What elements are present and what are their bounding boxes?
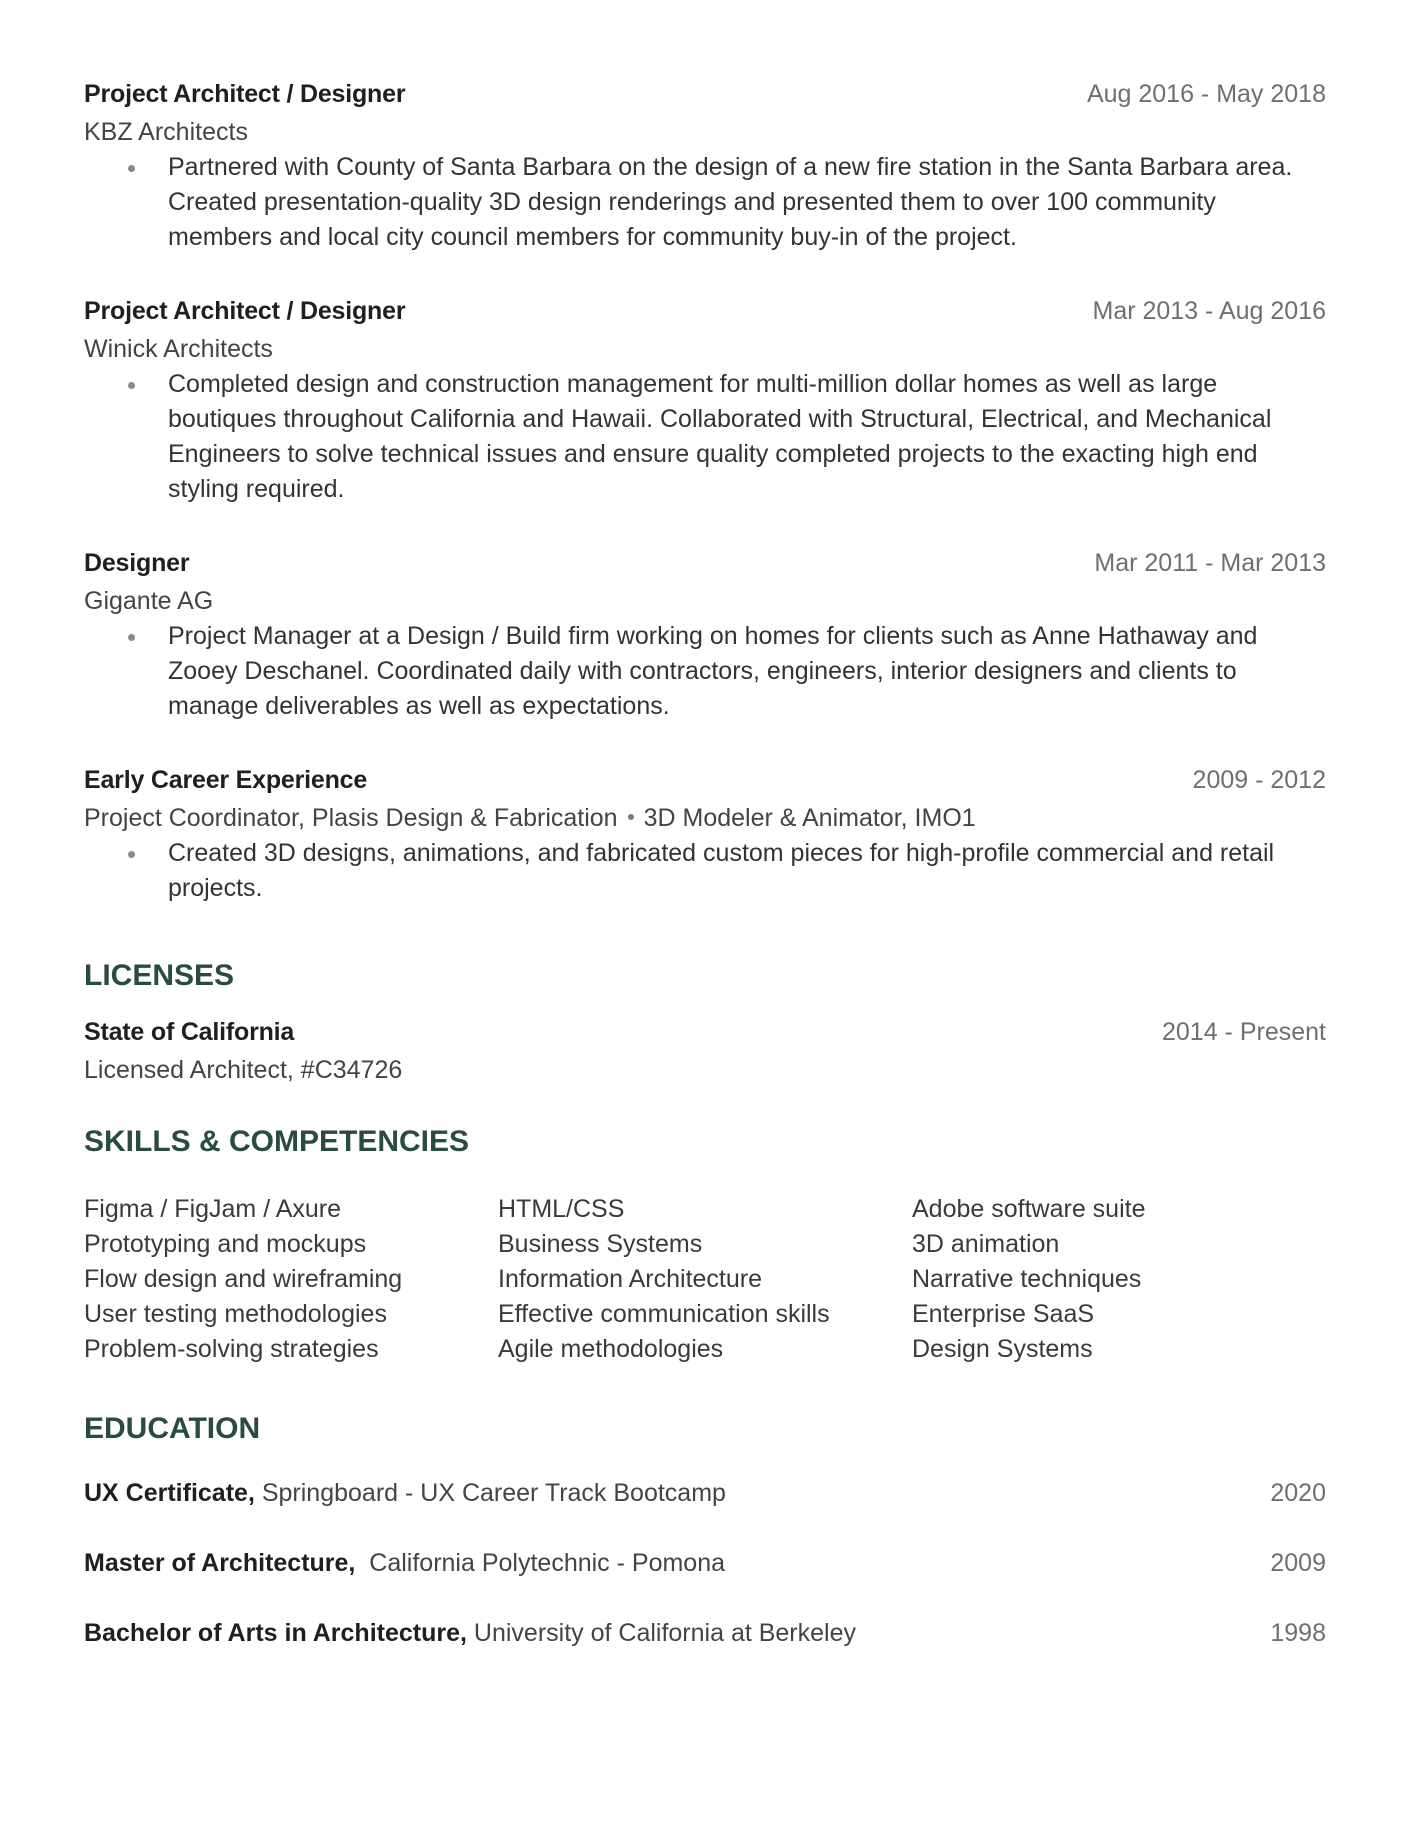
school-name: Springboard - UX Career Track Bootcamp xyxy=(261,1479,726,1507)
job-dates: Aug 2016 - May 2018 xyxy=(1086,80,1326,108)
skill-item: Design Systems xyxy=(912,1335,1093,1363)
company-name: KBZ Architects xyxy=(84,118,248,146)
entry-header xyxy=(84,1018,1326,1053)
education-year: 2020 xyxy=(1270,1479,1326,1507)
skill-item: HTML/CSS xyxy=(498,1195,625,1223)
education-item xyxy=(84,1549,1326,1584)
skill-item: Flow design and wireframing xyxy=(84,1265,403,1293)
degree-name: UX Certificate, xyxy=(84,1479,255,1507)
experience-entry xyxy=(84,549,1326,724)
bullet-item xyxy=(168,836,1326,906)
bullet-dot-icon xyxy=(128,165,135,172)
company-name xyxy=(84,801,1326,836)
school-name: California Polytechnic - Pomona xyxy=(369,1549,726,1577)
entry-header xyxy=(84,80,1326,115)
school-name: University of California at Berkeley xyxy=(473,1619,856,1647)
skill-item: Agile methodologies xyxy=(498,1335,724,1363)
skill-item: Enterprise SaaS xyxy=(912,1300,1095,1328)
skill-item: Business Systems xyxy=(498,1230,703,1258)
skills-column xyxy=(912,1192,1326,1367)
license-entry xyxy=(84,1018,1326,1088)
separator-dot-icon xyxy=(628,814,634,820)
education-year: 2009 xyxy=(1270,1549,1326,1577)
skill-item: 3D animation xyxy=(912,1230,1060,1258)
degree-name: Master of Architecture, xyxy=(84,1549,356,1577)
bullet-list xyxy=(84,619,1326,724)
experience-entry xyxy=(84,80,1326,255)
bullet-dot-icon xyxy=(128,634,135,641)
skill-item: Information Architecture xyxy=(498,1265,763,1293)
bullet-text: Created 3D designs, animations, and fabricated custom pieces for high-profile commercial and retail projects. xyxy=(168,839,1275,902)
entry-header xyxy=(84,766,1326,801)
license-detail: Licensed Architect, #C34726 xyxy=(84,1056,403,1084)
bullet-text: Completed design and construction management for multi-million dollar homes as well as large boutiques throughout California and Hawaii. Collaborated with Structural, Electrical, and Mechanical Engineers to solve technical issues and ensure quality completed projects to the exacting high end styling required. xyxy=(168,370,1272,503)
bullet-item xyxy=(168,150,1326,255)
bullet-list xyxy=(84,150,1326,255)
skill-item: Problem-solving strategies xyxy=(84,1335,379,1363)
job-dates: Mar 2011 - Mar 2013 xyxy=(1094,549,1326,577)
degree-name: Bachelor of Arts in Architecture, xyxy=(84,1619,467,1647)
experience-entry xyxy=(84,297,1326,507)
job-dates: 2009 - 2012 xyxy=(1192,766,1326,794)
skills-column xyxy=(84,1192,498,1367)
education-text xyxy=(84,1549,725,1578)
job-title: Designer xyxy=(84,549,190,577)
license-dates: 2014 - Present xyxy=(1162,1018,1326,1046)
skills-grid xyxy=(84,1192,1326,1367)
education-text xyxy=(84,1619,856,1648)
experience-entry xyxy=(84,766,1326,906)
job-title: Project Architect / Designer xyxy=(84,297,406,325)
skills-heading: SKILLS & COMPETENCIES xyxy=(84,1125,470,1158)
entry-header xyxy=(84,297,1326,332)
bullet-dot-icon xyxy=(128,382,135,389)
bullet-item xyxy=(168,367,1326,507)
education-item xyxy=(84,1479,1326,1514)
bullet-text: Project Manager at a Design / Build firm working on homes for clients such as Anne Hathaway and Zooey Deschanel. Coordinated daily with contractors, engineers, interior designers and clients to manage deliverables as well as expectations. xyxy=(168,622,1258,720)
company-part: 3D Modeler & Animator, IMO1 xyxy=(643,804,976,832)
education-text xyxy=(84,1479,726,1508)
skill-item: Effective communication skills xyxy=(498,1300,830,1328)
skill-item: Narrative techniques xyxy=(912,1265,1142,1293)
job-title: Project Architect / Designer xyxy=(84,80,406,108)
job-dates: Mar 2013 - Aug 2016 xyxy=(1092,297,1326,325)
skill-item: Prototyping and mockups xyxy=(84,1230,367,1258)
education-year: 1998 xyxy=(1270,1619,1326,1647)
education-list xyxy=(84,1479,1326,1654)
skill-item: User testing methodologies xyxy=(84,1300,387,1328)
company-part: Project Coordinator, Plasis Design & Fabrication xyxy=(84,804,618,832)
education-heading: EDUCATION xyxy=(84,1412,261,1445)
license-name: State of California xyxy=(84,1018,295,1046)
job-title: Early Career Experience xyxy=(84,766,368,794)
company-name: Winick Architects xyxy=(84,335,273,363)
skill-item: Figma / FigJam / Axure xyxy=(84,1195,342,1223)
bullet-item xyxy=(168,619,1326,724)
skill-item: Adobe software suite xyxy=(912,1195,1146,1223)
skills-column xyxy=(498,1192,912,1367)
bullet-list xyxy=(84,836,1326,906)
company-name: Gigante AG xyxy=(84,587,214,615)
bullet-text: Partnered with County of Santa Barbara on the design of a new fire station in the Santa Barbara area. Created presentation-quality 3D design renderings and presented them to over 100 community members and local city council members for community buy-in of the project. xyxy=(168,153,1293,251)
education-item xyxy=(84,1619,1326,1654)
entry-header xyxy=(84,549,1326,584)
licenses-heading: LICENSES xyxy=(84,959,235,992)
bullet-list xyxy=(84,367,1326,507)
bullet-dot-icon xyxy=(128,851,135,858)
